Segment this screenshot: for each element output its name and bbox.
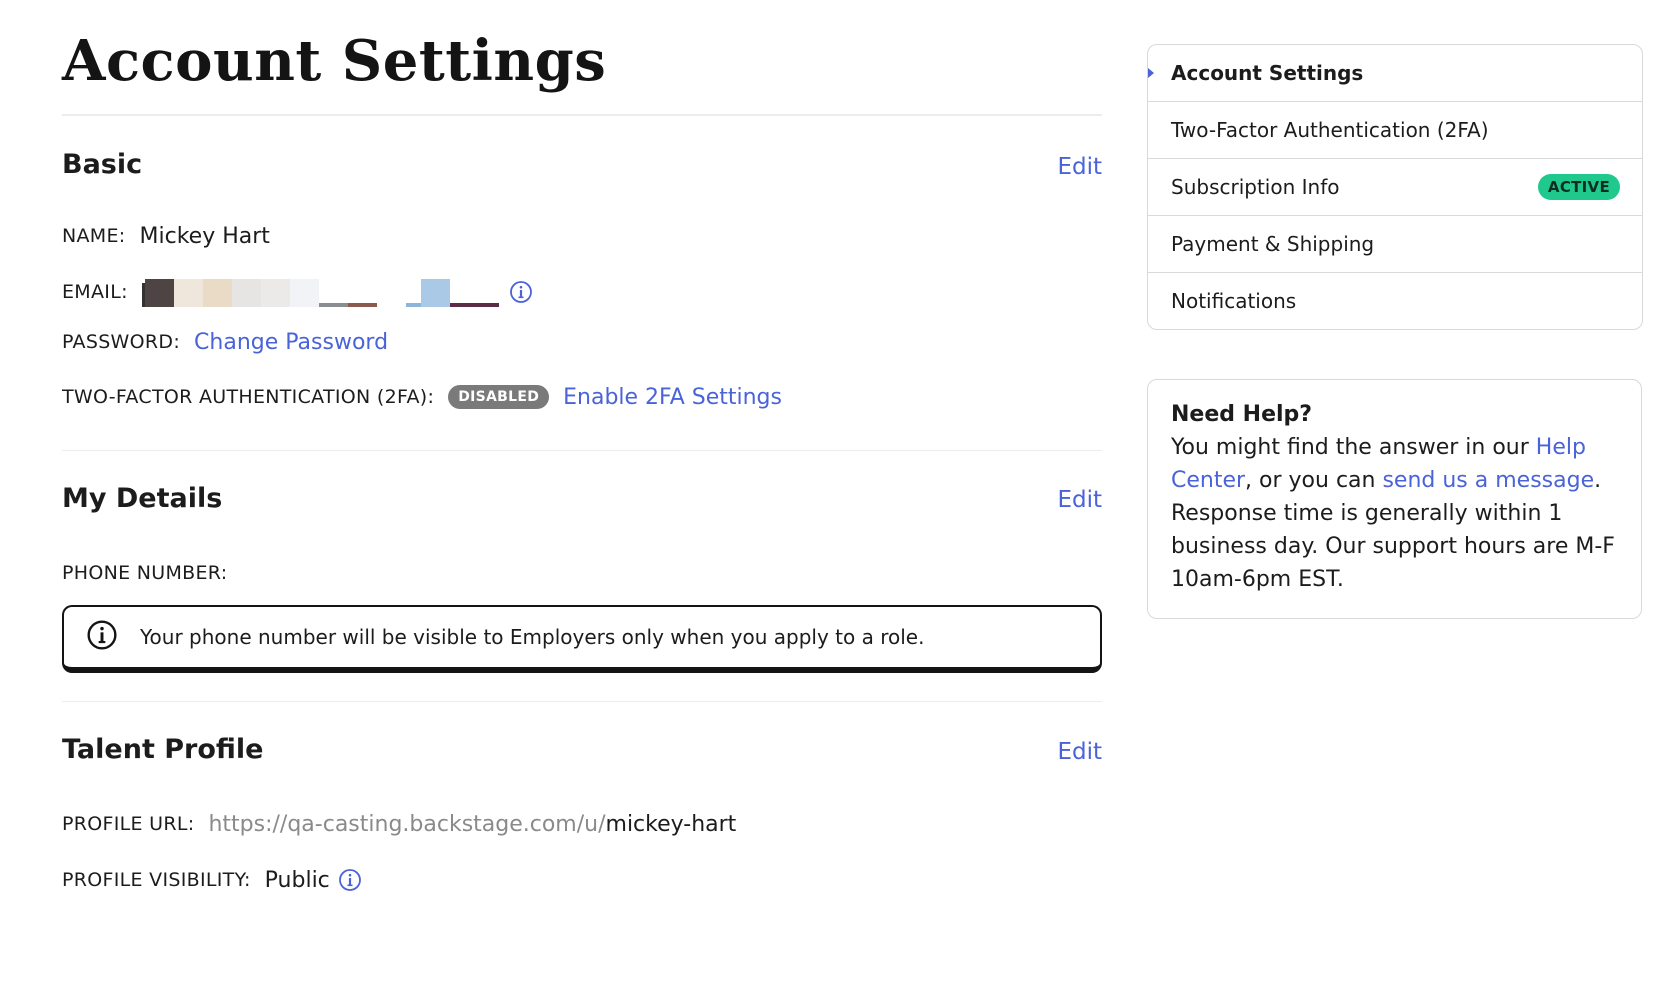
section-divider — [62, 450, 1102, 451]
twofa-row — [62, 381, 782, 413]
email-label: EMAIL: — [62, 281, 128, 303]
sidebar-item-subscription-info[interactable] — [1148, 159, 1642, 216]
profile-url-prefix: https://qa-casting.backstage.com/u/ — [208, 811, 606, 837]
phone-label: PHONE NUMBER: — [62, 562, 228, 584]
page-title: Account Settings — [62, 28, 607, 94]
email-info-icon[interactable] — [509, 280, 533, 304]
send-message-link[interactable]: send us a message — [1382, 468, 1595, 493]
basic-section-title: Basic — [62, 149, 143, 180]
sidebar-item-label: Two-Factor Authentication (2FA) — [1171, 118, 1489, 142]
profile-url-row — [62, 808, 736, 840]
section-divider — [62, 701, 1102, 702]
enable-2fa-link[interactable]: Enable 2FA Settings — [563, 384, 782, 410]
help-text-part: You might find the answer in our — [1171, 435, 1536, 460]
basic-edit-link[interactable]: Edit — [1057, 154, 1102, 180]
profile-visibility-value: Public — [264, 867, 330, 893]
twofa-label: TWO-FACTOR AUTHENTICATION (2FA): — [62, 386, 435, 408]
subscription-status-badge: ACTIVE — [1538, 174, 1620, 200]
talent-section-title: Talent Profile — [62, 734, 264, 765]
help-text-part: . Response time is generally within 1 business day. Our support hours are M-F 10am-6pm EST. — [1171, 468, 1615, 592]
change-password-link[interactable]: Change Password — [194, 329, 389, 355]
phone-visibility-notice — [62, 605, 1102, 673]
redacted-email-value — [142, 277, 499, 307]
sidebar-item-label: Notifications — [1171, 289, 1297, 313]
help-text-part: , or you can — [1245, 468, 1383, 493]
sidebar-item-two-factor[interactable] — [1148, 102, 1642, 159]
sidebar-item-payment-shipping[interactable] — [1148, 216, 1642, 273]
name-label: NAME: — [62, 225, 126, 247]
sidebar-item-account-settings[interactable] — [1148, 45, 1642, 102]
caret-right-icon — [1148, 68, 1154, 78]
help-center-link[interactable]: Help Center — [1171, 435, 1586, 493]
profile-visibility-label: PROFILE VISIBILITY: — [62, 869, 251, 891]
email-row — [62, 276, 533, 308]
phone-notice-text: Your phone number will be visible to Employers only when you apply to a role. — [140, 625, 925, 649]
profile-url-label: PROFILE URL: — [62, 813, 195, 835]
sidebar-item-label: Payment & Shipping — [1171, 232, 1375, 256]
phone-row — [62, 557, 241, 589]
profile-url-slug: mickey-hart — [605, 811, 737, 837]
info-icon — [86, 619, 118, 655]
help-title: Need Help? — [1171, 402, 1313, 427]
twofa-status-badge: DISABLED — [448, 385, 549, 409]
password-row — [62, 326, 388, 358]
settings-sidebar-nav — [1147, 44, 1643, 330]
profile-visibility-row — [62, 864, 362, 896]
details-section-title: My Details — [62, 483, 223, 514]
name-value: Mickey Hart — [139, 223, 270, 249]
sidebar-item-label: Subscription Info — [1171, 175, 1340, 199]
sidebar-item-notifications[interactable] — [1148, 273, 1642, 329]
title-divider — [62, 114, 1102, 116]
help-text — [1171, 431, 1619, 596]
password-label: PASSWORD: — [62, 331, 181, 353]
visibility-info-icon[interactable] — [338, 868, 362, 892]
help-box — [1147, 379, 1642, 619]
name-row — [62, 220, 270, 252]
talent-edit-link[interactable]: Edit — [1057, 739, 1102, 765]
details-edit-link[interactable]: Edit — [1057, 487, 1102, 513]
sidebar-item-label: Account Settings — [1171, 61, 1364, 85]
